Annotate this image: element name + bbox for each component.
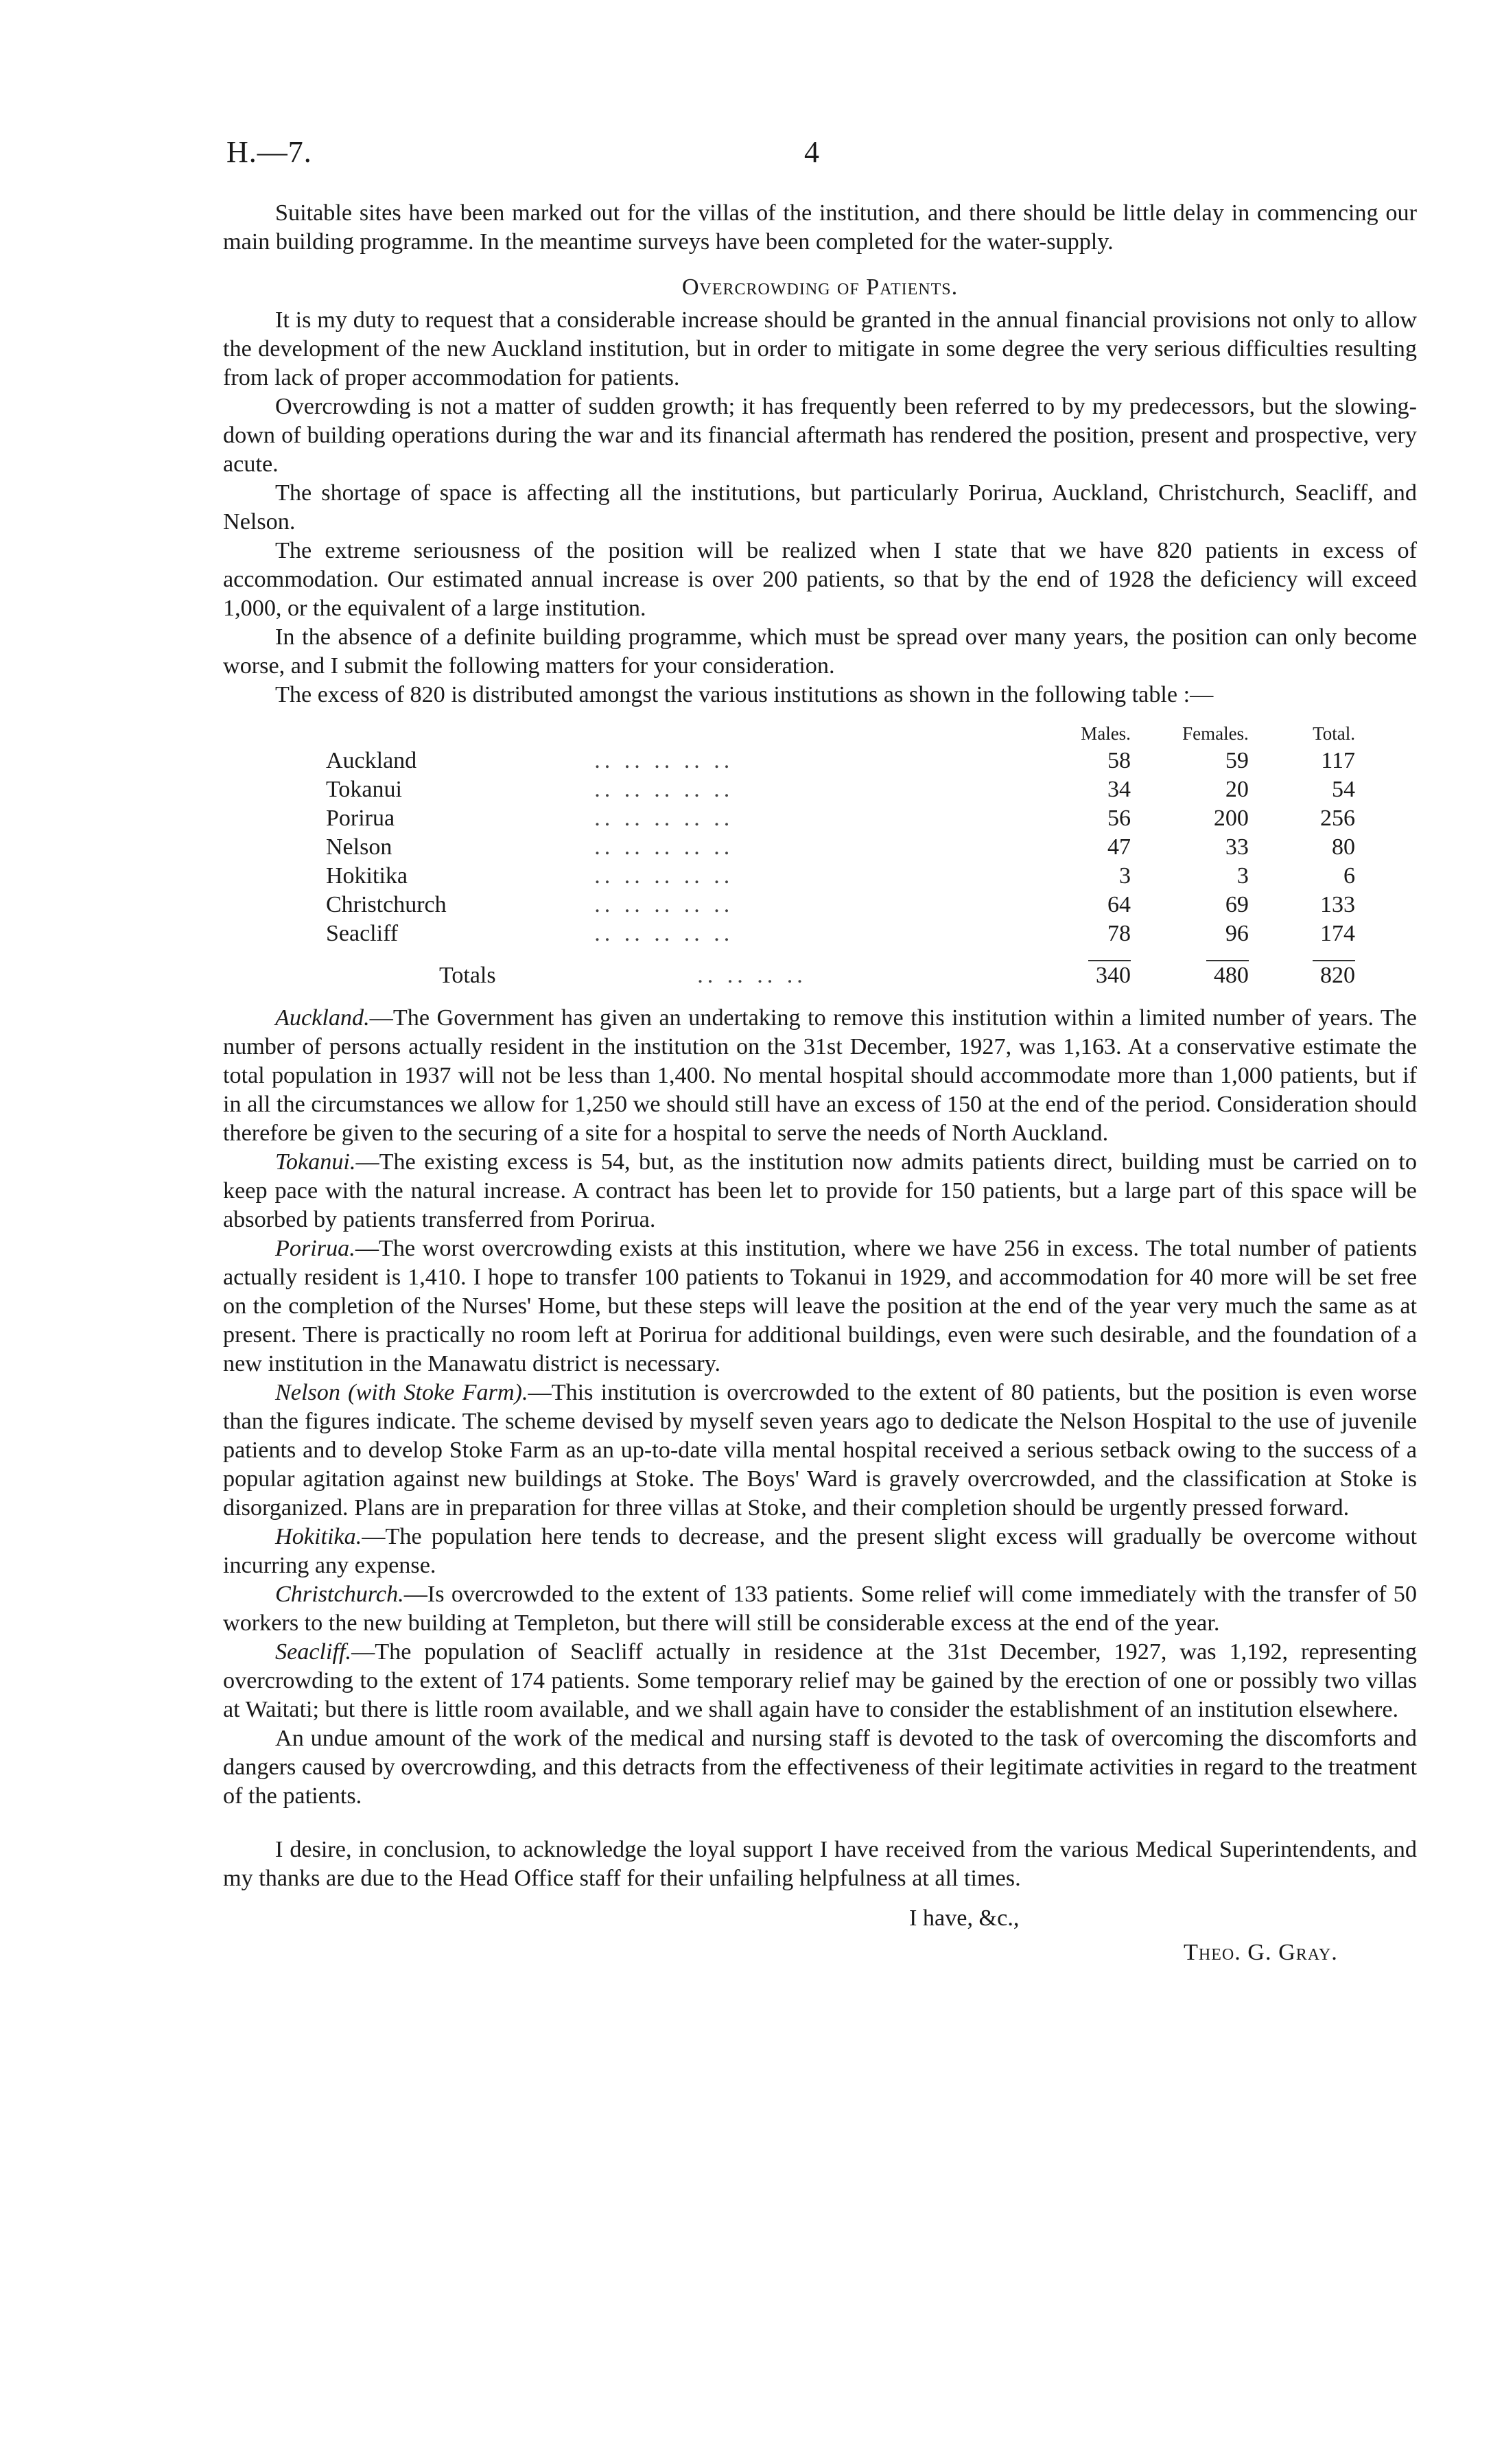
salutation: I have, &c., (909, 1905, 1020, 1931)
paragraph-seacliff: Seacliff.—The population of Seacliff actually in residence at the 31st December, 1927, was 1,192, representing overcrowding to the extent of 174 patients. Some temporary relief may be gained by the erection of one or possibly two villas at Waitati; but there is little room available, and we shall again have to consider the establishment of an institution elsewhere. (223, 1639, 1417, 1722)
institution-name: Seacliff (326, 921, 399, 946)
paragraph: The excess of 820 is distributed amongst the various institutions as shown in the following table :— (275, 682, 1214, 707)
table-row (326, 747, 1355, 775)
females-value: 200 (1213, 806, 1249, 831)
males-value: 47 (1107, 834, 1131, 860)
header-females: Females. (1182, 723, 1249, 744)
table-row (326, 919, 1355, 948)
females-value: 96 (1225, 921, 1249, 946)
paragraph-hokitika: Hokitika.—The population here tends to decrease, and the present slight excess will gradually be overcome without incurring any expense. (223, 1524, 1417, 1578)
total-value: 256 (1320, 806, 1355, 831)
grand-total: 820 (1320, 963, 1355, 988)
females-value: 3 (1236, 863, 1249, 889)
signature: Theo. G. Gray. (1184, 1940, 1338, 1965)
excess-table (326, 720, 1355, 990)
paragraph: In the absence of a definite building programme, which must be spread over many years, the position can only become worse, and I submit the following matters for your consideration. (223, 624, 1417, 679)
paragraph: It is my duty to request that a considerable increase should be granted in the annual financial provisions not only to allow the development of the new Auckland institution, but in order to mitigate in some degree the very serious difficulties resulting from lack of proper accommodation for patients. (223, 307, 1417, 390)
institution-name: Christchurch (326, 892, 447, 917)
lead-term: Auckland. (275, 1005, 370, 1031)
total-value: 133 (1320, 892, 1355, 917)
leader-dots: .. .. .. .. .. (594, 777, 734, 802)
males-value: 3 (1118, 863, 1131, 889)
lead-term: Christchurch. (275, 1582, 404, 1607)
table-row (326, 804, 1355, 833)
leader-dots: .. .. .. .. (697, 963, 807, 988)
leader-dots: .. .. .. .. .. (594, 921, 734, 946)
institution-name: Porirua (326, 806, 395, 831)
document-body (223, 199, 1417, 1967)
paragraph: Overcrowding is not a matter of sudden growth; it has frequently been referred to by my predecessors, but the slowing-down of building operations during the war and its financial aftermath has rendered the position, present and prospective, very acute. (223, 394, 1417, 477)
institution-name: Hokitika (326, 863, 408, 889)
totals-rule-row (326, 948, 1355, 961)
lead-term: Tokanui. (275, 1149, 356, 1175)
females-value: 69 (1225, 892, 1249, 917)
table-row (326, 891, 1355, 919)
paragraph: The extreme seriousness of the position will be realized when I state that we have 820 patients in excess of accommodation. Our estimated annual increase is over 200 patients, so that by the end of 1928 the deficiency will exceed 1,000, or the equivalent of a large institution. (223, 538, 1417, 621)
paragraph-nelson: Nelson (with Stoke Farm).—This institution is overcrowded to the extent of 80 patients, but the position is even worse than the figures indicate. The scheme devised by myself seven years ago to dedicate the Nelson Hospital to the use of juvenile patients and to develop Stoke Farm as an up-to-date villa mental hospital received a serious setback owing to the success of a popular agitation against new buildings at Stoke. The Boys' Ward is gravely overcrowded, and the classification at Stoke is disorganized. Plans are in preparation for three villas at Stoke, and their completion should be urgently pressed forward. (223, 1380, 1417, 1521)
page-number: 4 (804, 135, 819, 169)
lead-term: Seacliff. (275, 1639, 352, 1665)
header-males: Males. (1081, 723, 1131, 744)
page-header (226, 134, 1427, 176)
females-value: 33 (1225, 834, 1249, 860)
closing-paragraph: I desire, in conclusion, to acknowledge the loyal support I have received from the various Medical Superintendents, and my thanks are due to the Head Office staff for their unfailing helpfulness at all times. (223, 1837, 1417, 1891)
paragraph-auckland: Auckland.—The Government has given an undertaking to remove this institution within a limited number of years. The number of persons actually resident in the institution on the 31st December, 1927, was 1,163. At a conservative estimate the total population in 1937 will not be less than 1,400. No mental hospital should accommodate more than 1,000 patients, but if in all the circumstances we allow for 1,250 we should still have an excess of 150 at the end of the period. Consideration should therefore be given to the securing of a site for a hospital to serve the needs of North Auckland. (223, 1005, 1417, 1146)
totals-label: Totals (439, 963, 496, 988)
males-value: 34 (1107, 777, 1131, 802)
total-value: 117 (1321, 748, 1355, 773)
lead-term: Hokitika. (275, 1524, 362, 1549)
paragraph-christchurch: Christchurch.—Is overcrowded to the extent of 133 patients. Some relief will come immediately with the transfer of 50 workers to the new building at Templeton, but there will still be considerable excess at the end of the year. (223, 1582, 1417, 1636)
paragraph-intro: Suitable sites have been marked out for the villas of the institution, and there should be little delay in commencing our main building programme. In the meantime surveys have been completed for the water-supply. (223, 200, 1417, 255)
document-reference: H.—7. (226, 135, 312, 169)
leader-dots: .. .. .. .. .. (594, 834, 734, 860)
lead-term: Porirua. (275, 1236, 355, 1261)
females-total: 480 (1213, 963, 1249, 988)
paragraph-staff: An undue amount of the work of the medical and nursing staff is devoted to the task of overcoming the discomforts and dangers caused by overcrowding, and this detracts from the effectiveness of their legitimate activities in regard to the treatment of the patients. (223, 1726, 1417, 1809)
males-value: 64 (1107, 892, 1131, 917)
total-value: 80 (1332, 834, 1355, 860)
males-value: 78 (1107, 921, 1131, 946)
males-value: 58 (1107, 748, 1131, 773)
institution-name: Auckland (326, 748, 417, 773)
males-total: 340 (1095, 963, 1131, 988)
section-heading: Overcrowding of Patients. (681, 274, 959, 300)
leader-dots: .. .. .. .. .. (594, 863, 734, 889)
lead-term: Nelson (with Stoke Farm). (275, 1380, 528, 1405)
table-row (326, 862, 1355, 891)
total-value: 6 (1343, 863, 1355, 889)
leader-dots: .. .. .. .. .. (594, 748, 734, 773)
institution-name: Tokanui (326, 777, 402, 802)
females-value: 20 (1225, 777, 1249, 802)
total-value: 174 (1320, 921, 1355, 946)
totals-row (326, 961, 1355, 990)
table-header-row (326, 720, 1355, 747)
table-row (326, 775, 1355, 804)
paragraph: The shortage of space is affecting all the institutions, but particularly Porirua, Auckland, Christchurch, Seacliff, and Nelson. (223, 480, 1417, 535)
leader-dots: .. .. .. .. .. (594, 806, 734, 831)
leader-dots: .. .. .. .. .. (594, 892, 734, 917)
institution-name: Nelson (326, 834, 392, 860)
total-value: 54 (1332, 777, 1355, 802)
header-total: Total. (1313, 723, 1355, 744)
females-value: 59 (1225, 748, 1249, 773)
table-row (326, 833, 1355, 862)
paragraph-tokanui: Tokanui.—The existing excess is 54, but, as the institution now admits patients direct, building must be carried on to keep pace with the natural increase. A contract has been let to provide for 150 patients, but a large part of this space will be absorbed by patients transferred from Porirua. (223, 1149, 1417, 1232)
males-value: 56 (1107, 806, 1131, 831)
paragraph-porirua: Porirua.—The worst overcrowding exists at this institution, where we have 256 in excess. The total number of patients actually resident is 1,410. I hope to transfer 100 patients to Tokanui in 1929, and accommodation for 40 more will be set free on the completion of the Nurses' Home, but these steps will leave the position at the end of the year very much the same as at present. There is practically no room left at Porirua for additional buildings, even were such desirable, and the foundation of a new institution in the Manawatu district is necessary. (223, 1236, 1417, 1376)
